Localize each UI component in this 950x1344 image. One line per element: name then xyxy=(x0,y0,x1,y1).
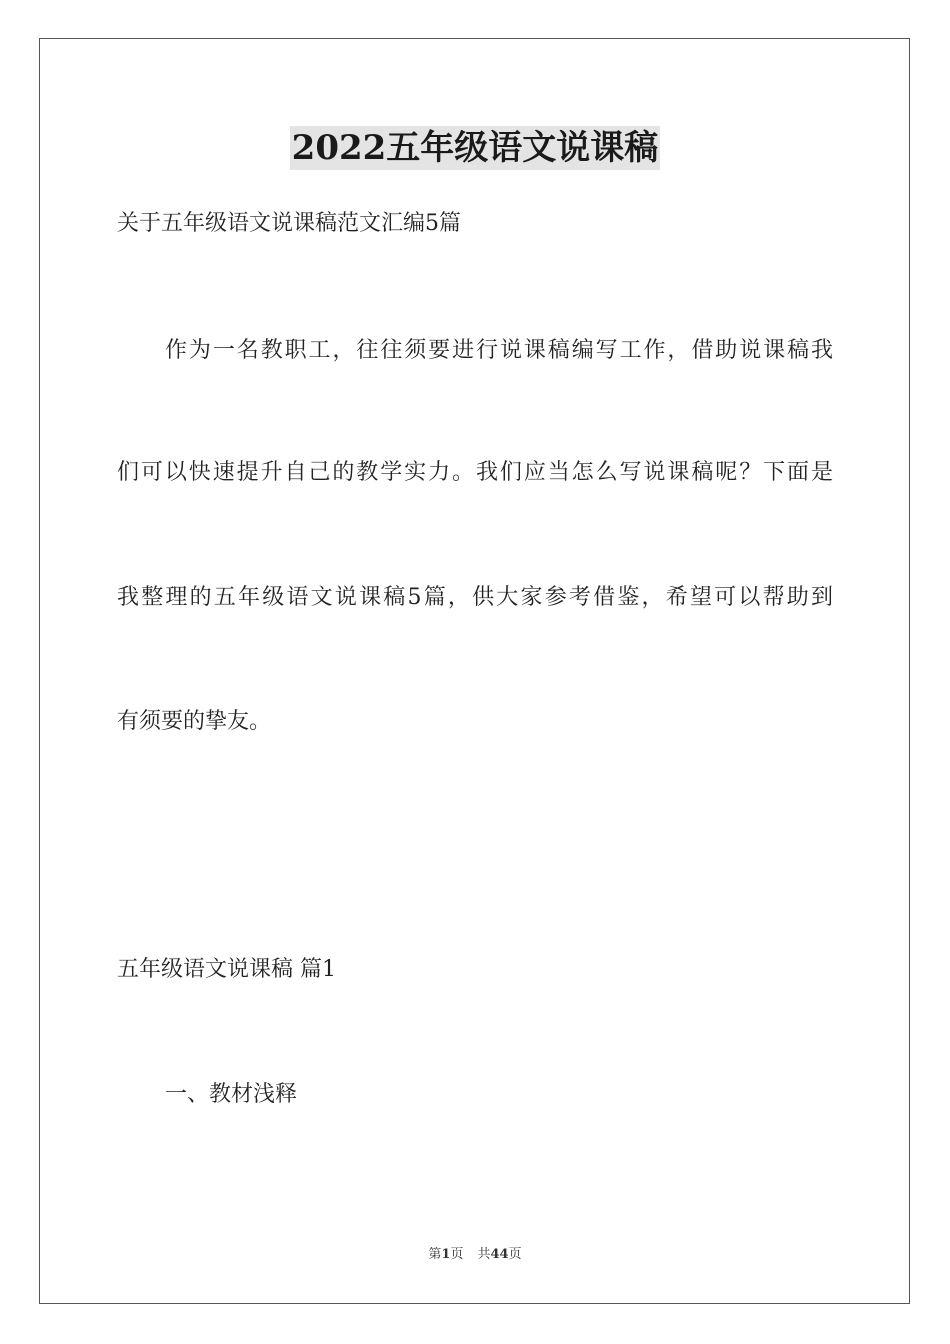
footer-total-prefix: 共 xyxy=(477,1247,491,1262)
footer-page-prefix: 第 xyxy=(428,1247,442,1262)
section-heading: 五年级语文说课稿 篇1 xyxy=(117,957,336,982)
intro-line-3: 我整理的五年级语文说课稿5篇，供大家参考借鉴，希望可以帮助到 xyxy=(117,585,833,610)
title-container xyxy=(0,126,950,170)
intro-line-1: 作为一名教职工，往往须要进行说课稿编写工作，借助说课稿我 xyxy=(165,338,833,363)
subsection-heading: 一、教材浅释 xyxy=(165,1082,298,1107)
document-title: 2022五年级语文说课稿 xyxy=(291,128,659,168)
footer-total-suffix: 页 xyxy=(508,1247,522,1262)
footer-page-number: 1 xyxy=(441,1247,451,1262)
intro-line-4: 有须要的挚友。 xyxy=(117,709,272,734)
page-footer xyxy=(0,1246,950,1264)
intro-line-2: 们可以快速提升自己的教学实力。我们应当怎么写说课稿呢？下面是 xyxy=(117,460,833,485)
footer-total-pages: 44 xyxy=(490,1247,509,1262)
footer-page-suffix: 页 xyxy=(450,1247,464,1262)
document-subtitle: 关于五年级语文说课稿范文汇编5篇 xyxy=(117,211,461,236)
